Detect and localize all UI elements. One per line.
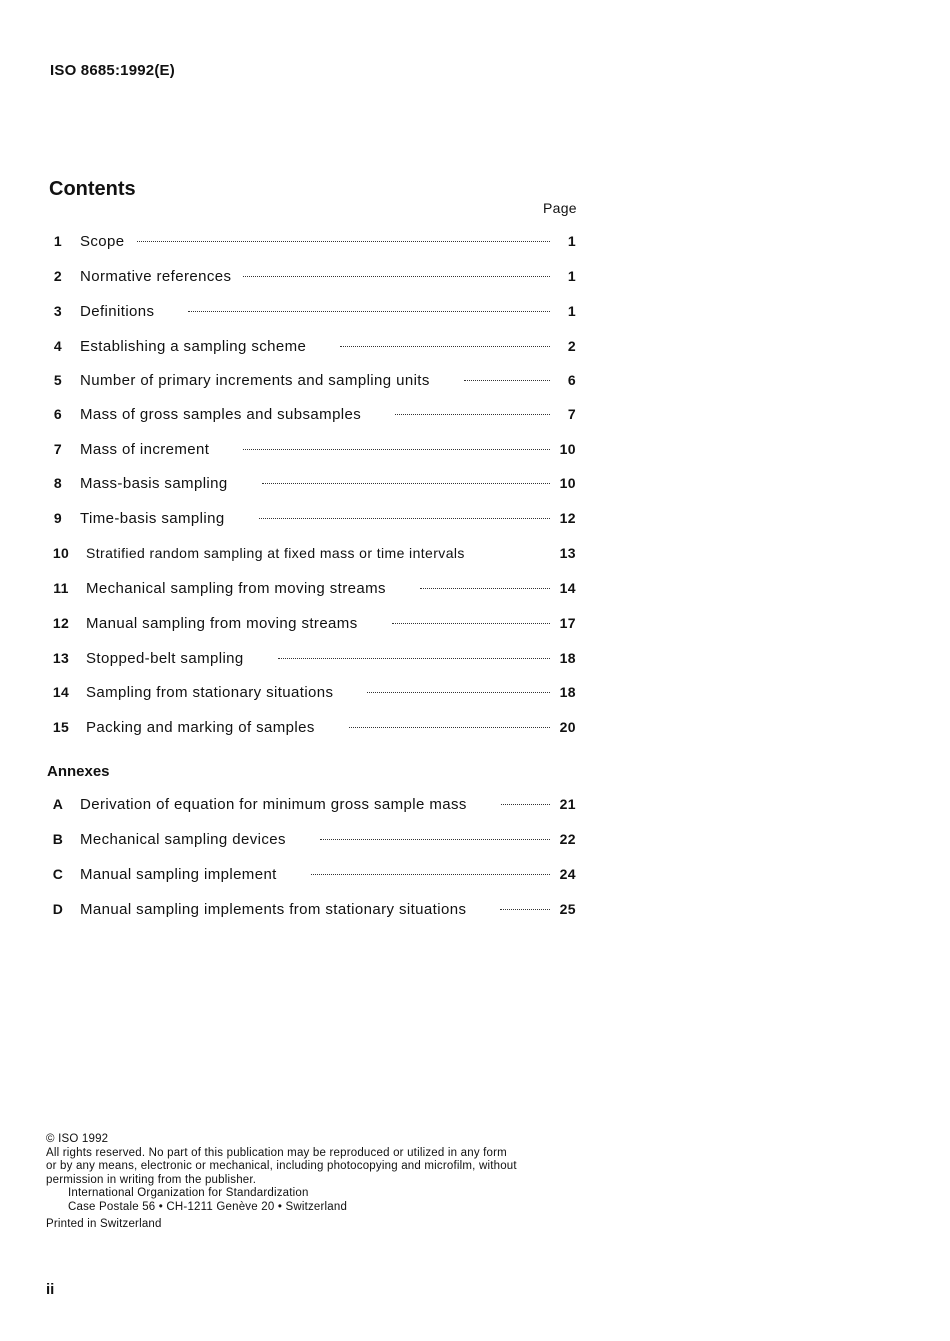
toc-entry-number: 4	[53, 338, 63, 354]
annex-entry-title: Mechanical sampling devices	[80, 831, 286, 848]
toc-entry-number: 5	[53, 372, 63, 388]
toc-entry-page: 2	[567, 338, 576, 354]
toc-entry-title: Sampling from stationary situations	[86, 684, 334, 701]
toc-entry-number: 8	[53, 475, 63, 491]
annex-entry[interactable]	[46, 866, 576, 888]
toc-entry[interactable]	[46, 615, 576, 637]
toc-entry-number: 14	[52, 684, 70, 700]
dot-leader	[367, 692, 550, 693]
annex-entry-title: Manual sampling implement	[80, 866, 277, 883]
toc-entry[interactable]	[46, 303, 576, 325]
annex-entry-letter: A	[52, 796, 64, 812]
contents-heading: Contents	[49, 178, 136, 200]
toc-entry[interactable]	[46, 268, 576, 290]
toc-entry-number: 15	[52, 719, 70, 735]
dot-leader	[278, 658, 550, 659]
annex-entry-page: 24	[559, 866, 576, 882]
toc-entry[interactable]	[46, 719, 576, 741]
toc-entry-number: 11	[53, 580, 69, 596]
dot-leader	[243, 449, 550, 450]
dot-leader	[392, 623, 550, 624]
annexes-heading: Annexes	[47, 763, 110, 780]
copyright-notice	[46, 1133, 586, 1232]
toc-entry-title: Normative references	[80, 268, 232, 285]
printed-in: Printed in Switzerland	[46, 1218, 162, 1230]
dot-leader	[395, 414, 550, 415]
annex-entry-title: Derivation of equation for minimum gross sample mass	[80, 796, 467, 813]
toc-entry-page: 10	[559, 475, 576, 491]
toc-entry[interactable]	[46, 684, 576, 706]
dot-leader	[501, 804, 550, 805]
toc-entry[interactable]	[46, 650, 576, 672]
toc-entry-page: 1	[567, 233, 576, 249]
toc-entry[interactable]	[46, 510, 576, 532]
toc-entry[interactable]	[46, 545, 576, 567]
dot-leader	[320, 839, 550, 840]
annex-entry-letter: D	[52, 901, 64, 917]
toc-entry[interactable]	[46, 441, 576, 463]
toc-entry[interactable]	[46, 580, 576, 602]
toc-entry-title: Mass of increment	[80, 441, 210, 458]
dot-leader	[477, 553, 550, 554]
toc-entry[interactable]	[46, 338, 576, 360]
toc-entry-number: 1	[53, 233, 63, 249]
toc-entry-title: Definitions	[80, 303, 155, 320]
rights-text-line: or by any means, electronic or mechanical, including photocopying and microfilm, without	[46, 1160, 517, 1172]
toc-entry-number: 7	[53, 441, 63, 457]
toc-entry-number: 10	[52, 545, 70, 561]
toc-entry-title: Mass of gross samples and subsamples	[80, 406, 362, 423]
dot-leader	[340, 346, 550, 347]
toc-entry[interactable]	[46, 372, 576, 394]
toc-entry-page: 18	[559, 650, 576, 666]
organization-address: Case Postale 56 • CH-1211 Genève 20 • Switzerland	[68, 1200, 348, 1213]
toc-entry-title: Number of primary increments and sampling units	[80, 372, 430, 389]
annex-entry-page: 25	[559, 901, 576, 917]
annex-entry[interactable]	[46, 831, 576, 853]
toc-entry[interactable]	[46, 475, 576, 497]
toc-entry-number: 3	[53, 303, 63, 319]
toc-entry-page: 18	[559, 684, 576, 700]
toc-entry-number: 2	[53, 268, 63, 284]
toc-entry-page: 12	[559, 510, 576, 526]
toc-entry-page: 20	[559, 719, 576, 735]
toc-entry-number: 13	[52, 650, 70, 666]
annex-entry-letter: B	[52, 831, 64, 847]
annex-entry-page: 22	[559, 831, 576, 847]
annex-entry-title: Manual sampling implements from stationary situations	[80, 901, 467, 918]
toc-entry-page: 6	[567, 372, 576, 388]
toc-entry[interactable]	[46, 406, 576, 428]
toc-entry-number: 12	[52, 615, 70, 631]
toc-entry-title: Stopped-belt sampling	[86, 650, 244, 667]
annex-entry-letter: C	[52, 866, 64, 882]
dot-leader	[262, 483, 550, 484]
toc-entry-number: 6	[53, 406, 63, 422]
dot-leader	[311, 874, 550, 875]
dot-leader	[188, 311, 550, 312]
toc-entry-title: Establishing a sampling scheme	[80, 338, 307, 355]
toc-entry[interactable]	[46, 233, 576, 255]
page-column-label: Page	[543, 200, 577, 216]
dot-leader	[420, 588, 550, 589]
toc-entry-page: 10	[559, 441, 576, 457]
toc-entry-title: Manual sampling from moving streams	[86, 615, 358, 632]
copyright-line: © ISO 1992	[46, 1133, 109, 1145]
toc-entry-title: Mechanical sampling from moving streams	[86, 580, 386, 597]
toc-entry-title: Mass-basis sampling	[80, 475, 228, 492]
dot-leader	[349, 727, 550, 728]
rights-text-line: All rights reserved. No part of this publication may be reproduced or utilized in any form	[46, 1146, 507, 1159]
toc-entry-title: Stratified random sampling at fixed mass or time intervals	[86, 545, 465, 561]
toc-entry-page: 17	[559, 615, 576, 631]
organization-name: International Organization for Standardization	[68, 1187, 309, 1199]
toc-entry-title: Time-basis sampling	[80, 510, 225, 527]
annex-entry-page: 21	[559, 796, 576, 812]
rights-text-line: permission in writing from the publisher.	[46, 1173, 257, 1186]
dot-leader	[259, 518, 550, 519]
toc-entry-page: 1	[567, 303, 576, 319]
toc-entry-title: Packing and marking of samples	[86, 719, 315, 736]
document-id: ISO 8685:1992(E)	[50, 62, 175, 79]
toc-entry-title: Scope	[80, 233, 125, 250]
annex-entry[interactable]	[46, 796, 576, 818]
dot-leader	[137, 241, 550, 242]
page-number: ii	[46, 1281, 55, 1298]
toc-entry-page: 7	[567, 406, 576, 422]
dot-leader	[500, 909, 550, 910]
toc-entry-page: 14	[559, 580, 576, 596]
dot-leader	[243, 276, 550, 277]
toc-entry-page: 13	[559, 545, 576, 561]
annex-entry[interactable]	[46, 901, 576, 923]
toc-entry-page: 1	[567, 268, 576, 284]
toc-entry-number: 9	[53, 510, 63, 526]
dot-leader	[464, 380, 550, 381]
